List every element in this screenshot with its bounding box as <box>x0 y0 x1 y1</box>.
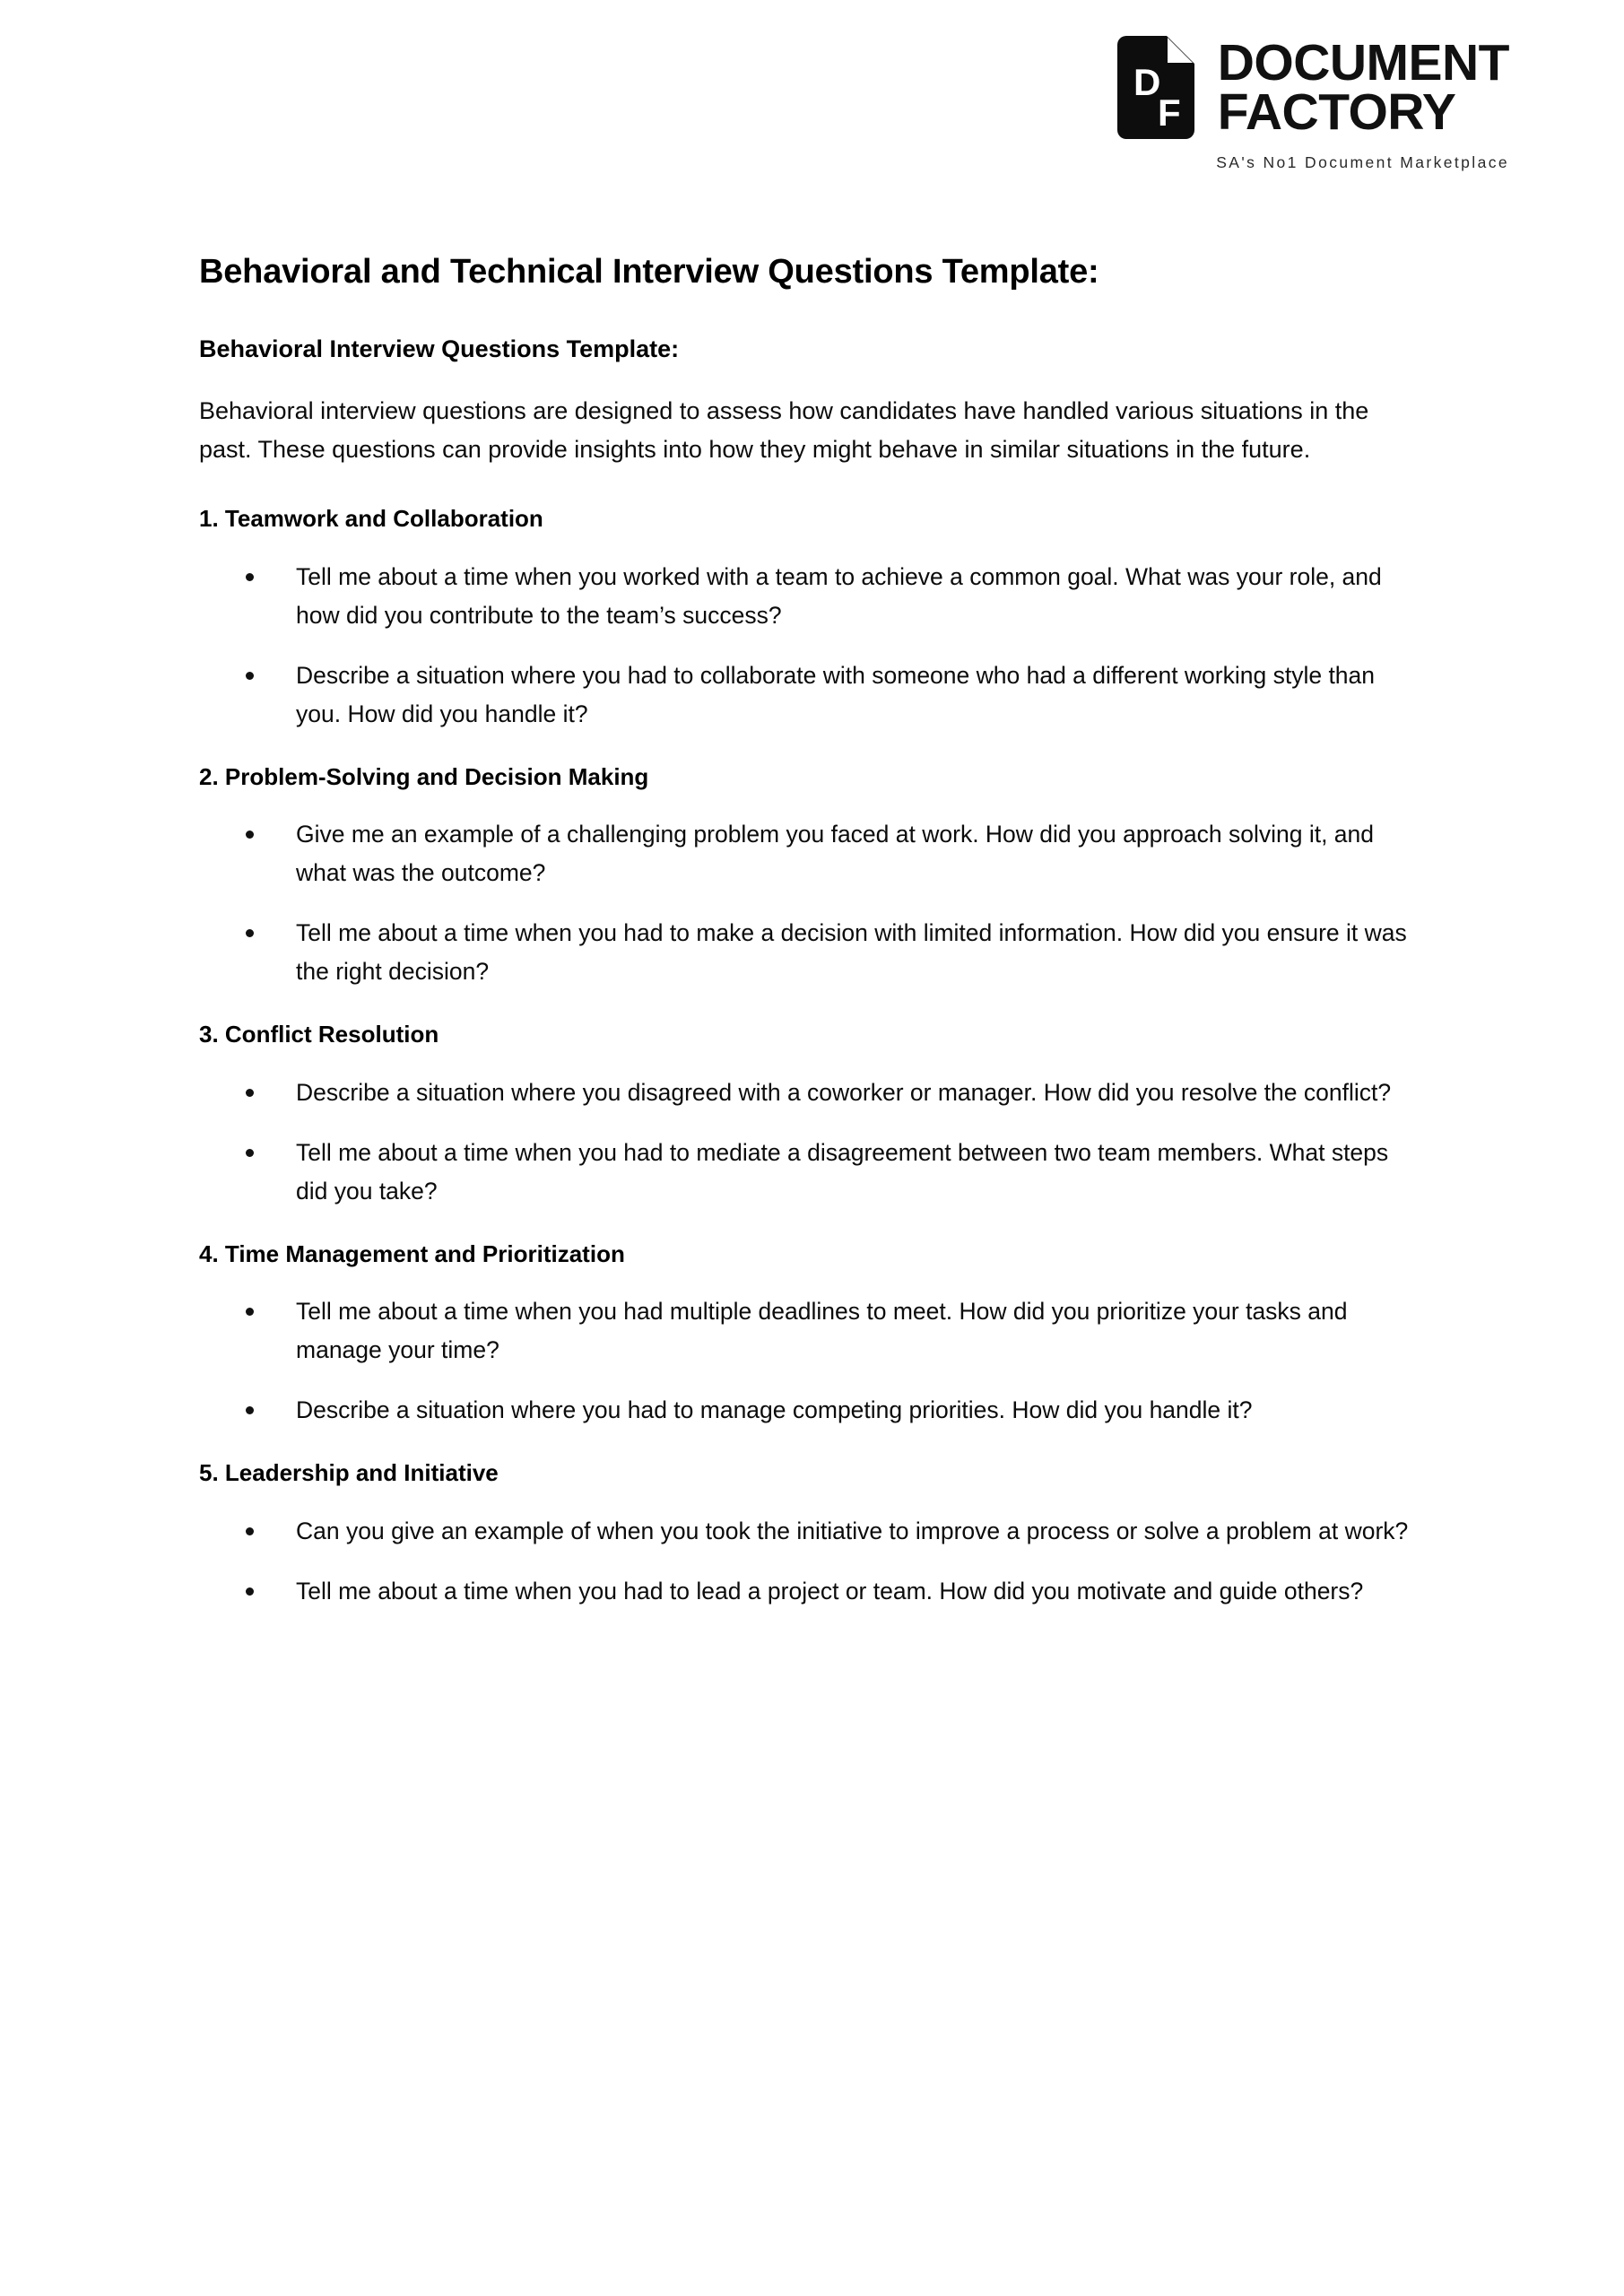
bullet-icon <box>246 1089 254 1097</box>
bullet-icon <box>246 1149 254 1157</box>
question-text: Give me an example of a challenging problem you faced at work. How did you approach solving it, and what was the outcome? <box>296 821 1375 887</box>
section-leadership-and-initiative <box>199 1458 1426 1611</box>
question-text: Describe a situation where you had to collaborate with someone who had a different working style than you. How did you handle it? <box>296 661 1376 727</box>
logo-wordmark <box>1217 33 1509 141</box>
section-teamwork-and-collaboration <box>199 504 1426 733</box>
document-file-icon <box>1117 36 1194 139</box>
logo-tagline: SA's No1 Document Marketplace <box>1216 153 1509 171</box>
bullet-icon <box>246 831 254 839</box>
bullet-icon <box>246 573 254 581</box>
document-body <box>199 251 1426 1639</box>
bullet-icon <box>246 1527 254 1535</box>
brand-header <box>1117 33 1509 172</box>
question-list <box>199 1512 1426 1611</box>
logo-letter-d: D <box>1133 61 1161 103</box>
bullet-icon <box>246 1406 254 1414</box>
section-heading: 3. Conflict Resolution <box>199 1021 439 1048</box>
bullet-icon <box>246 672 254 680</box>
question-text: Tell me about a time when you had to make a decision with limited information. How did you ensure it was the right decision? <box>296 919 1407 986</box>
list-item <box>199 1512 1426 1551</box>
logo-line-document: DOCUMENT <box>1217 33 1509 91</box>
list-item <box>199 558 1426 635</box>
list-item <box>199 1292 1426 1370</box>
list-item <box>199 1572 1426 1611</box>
list-item <box>199 1391 1426 1430</box>
question-list <box>199 815 1426 991</box>
bullet-icon <box>246 929 254 937</box>
section-conflict-resolution <box>199 1020 1426 1211</box>
question-text: Tell me about a time when you had to mediate a disagreement between two team members. What steps did you take? <box>296 1138 1389 1205</box>
section-heading: 5. Leadership and Initiative <box>199 1459 499 1487</box>
section-heading: 1. Teamwork and Collaboration <box>199 505 543 533</box>
question-text: Tell me about a time when you had multiple deadlines to meet. How did you prioritize your tasks and manage your time? <box>296 1298 1348 1364</box>
question-list <box>199 558 1426 734</box>
logo-line-factory: FACTORY <box>1217 83 1456 141</box>
bullet-icon <box>246 1587 254 1596</box>
section-heading: 4. Time Management and Prioritization <box>199 1239 625 1267</box>
intro-paragraph: Behavioral interview questions are designed to assess how candidates have handled various situations in the past. These questions can provide insights into how they might behave in similar situations in the future. <box>199 396 1369 464</box>
list-item <box>199 914 1426 991</box>
list-item <box>199 1074 1426 1112</box>
document-subtitle: Behavioral Interview Questions Template: <box>199 335 680 362</box>
list-item <box>199 657 1426 734</box>
list-item <box>199 1134 1426 1211</box>
logo-lockup <box>1117 33 1509 141</box>
question-text: Describe a situation where you disagreed with a coworker or manager. How did you resolve the conflict? <box>296 1078 1392 1106</box>
page-title: Behavioral and Technical Interview Questions Template: <box>199 253 1099 291</box>
question-list <box>199 1074 1426 1211</box>
section-problem-solving-and-decision-making <box>199 762 1426 991</box>
list-item <box>199 815 1426 892</box>
question-text: Describe a situation where you had to manage competing priorities. How did you handle it? <box>296 1396 1253 1424</box>
bullet-icon <box>246 1308 254 1316</box>
section-time-management-and-prioritization <box>199 1239 1426 1431</box>
logo-letter-f: F <box>1157 91 1181 134</box>
question-text: Tell me about a time when you worked with a team to achieve a common goal. What was your role, and how did you contribute to the team’s success? <box>296 562 1382 629</box>
section-heading: 2. Problem-Solving and Decision Making <box>199 762 649 790</box>
question-text: Can you give an example of when you took the initiative to improve a process or solve a problem at work? <box>296 1517 1409 1544</box>
question-text: Tell me about a time when you had to lead a project or team. How did you motivate and guide others? <box>296 1577 1364 1605</box>
question-list <box>199 1292 1426 1430</box>
